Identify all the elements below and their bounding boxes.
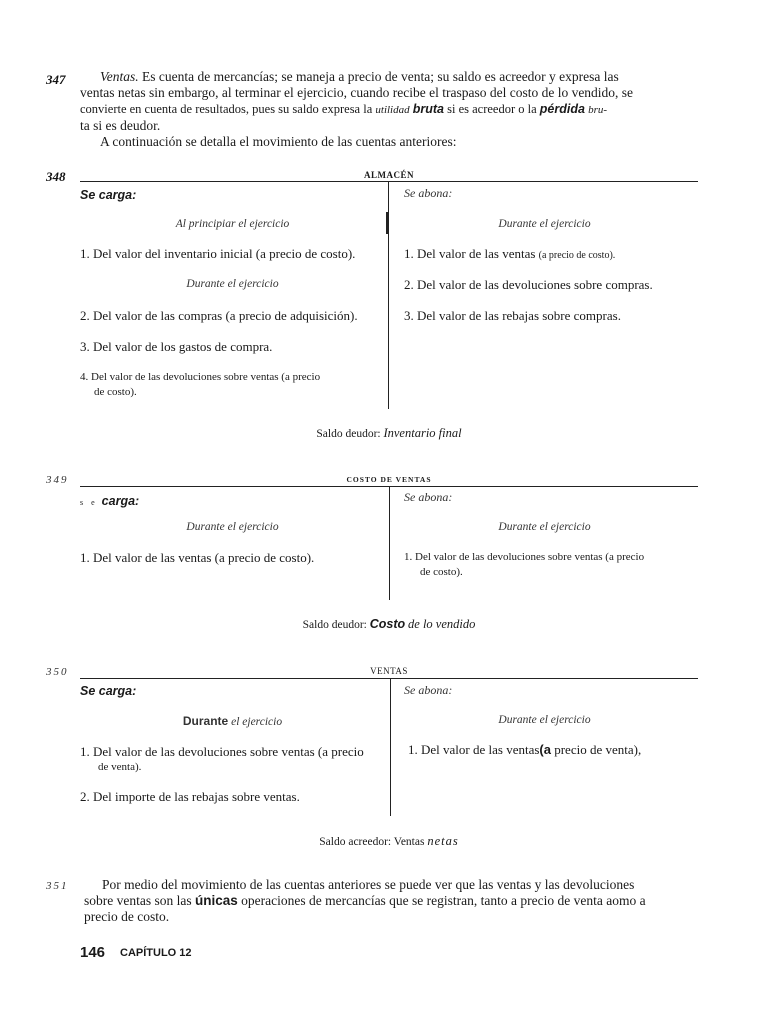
t-account-divider-mark — [386, 212, 388, 234]
credit-item: 1. Del valor de las ventas (a precio de costo). — [404, 246, 616, 261]
account-balance: Saldo deudor: Costo de lo vendido — [302, 617, 476, 631]
account-title-almacen: ALMACÉN — [364, 170, 414, 180]
paragraph-number: 349 — [46, 474, 69, 486]
account-title-costo-de-ventas: COSTO DE VENTAS — [346, 475, 432, 484]
bruta-word: bruta — [412, 102, 444, 116]
t-account-top-rule — [80, 678, 698, 679]
intro-line2: ventas netas sin embargo, al terminar el ejercicio, cuando recibe el traspaso del costo de lo vendido, se — [80, 85, 634, 100]
intro-line4: ta si es deudor. — [80, 118, 161, 133]
debit-subheading: Durante el ejercicio — [186, 521, 279, 533]
debit-subheading: Al principiar el ejercicio — [175, 218, 290, 230]
credit-heading: Se abona: — [404, 186, 453, 200]
intro-line3b: si es acreedor o la — [447, 102, 537, 116]
chapter-label: CAPÍTULO 12 — [120, 947, 192, 959]
page-number: 146 — [80, 944, 106, 961]
intro-paragraph — [80, 69, 692, 150]
debit-heading: Se carga: — [80, 188, 137, 202]
intro-line5: A continuación se detalla el movimiento de las cuentas anteriores: — [100, 134, 457, 149]
credit-subheading: Durante el ejercicio — [498, 714, 591, 726]
credit-subheading: Durante el ejercicio — [498, 521, 591, 533]
paragraph-number: 348 — [46, 169, 66, 184]
credit-item: 3. Del valor de las rebajas sobre compras. — [404, 308, 621, 323]
debit-item: 3. Del valor de los gastos de compra. — [80, 339, 273, 354]
credit-item: 2. Del valor de las devoluciones sobre compras. — [404, 277, 653, 292]
debit-subheading: Durante el ejercicio — [182, 714, 283, 728]
credit-subheading: Durante el ejercicio — [498, 218, 591, 230]
intro-line3a: convierte en cuenta de resultados, pues su saldo expresa la — [80, 102, 373, 116]
debit-item: 1. Del valor de las devoluciones sobre ventas (a precio de venta). — [80, 744, 364, 773]
credit-item: 1. Del valor de las ventas(a precio de venta), — [408, 742, 642, 757]
paragraph-number: 347 — [46, 72, 66, 87]
debit-heading: Se carga: — [80, 684, 137, 698]
t-account-divider — [390, 678, 391, 816]
perdida-word: pérdida — [539, 102, 585, 116]
debit-item: 2. Del valor de las compras (a precio de adquisición). — [80, 308, 358, 323]
debit-item: 4. Del valor de las devoluciones sobre ventas (a precio de costo). — [80, 371, 321, 398]
account-title-ventas: VENTAS — [370, 666, 408, 676]
debit-item: 1. Del valor de las ventas (a precio de costo). — [80, 550, 315, 565]
paragraph-number: 350 — [46, 666, 69, 678]
debit-subheading: Durante el ejercicio — [186, 278, 279, 290]
credit-heading: Se abona: — [404, 490, 453, 504]
utilidad-word: utilidad — [375, 104, 410, 116]
debit-heading: s e carga: — [80, 494, 140, 508]
paragraph-number: 351 — [46, 880, 69, 892]
closing-paragraph: Por medio del movimiento de las cuentas anteriores se puede ver que las ventas y las devoluciones sobre ventas son las únicas operaciones de mercancías que se registran, tanto a precio de venta aomo a precio de costo. — [84, 877, 646, 924]
debit-item: 1. Del valor del inventario inicial (a precio de costo). — [80, 246, 356, 261]
debit-item: 2. Del importe de las rebajas sobre ventas. — [80, 789, 300, 804]
t-account-divider — [388, 181, 389, 409]
credit-item: 1. Del valor de las devoluciones sobre ventas (a precio de costo). — [404, 551, 645, 578]
t-account-top-rule — [80, 181, 698, 182]
t-account-divider — [389, 486, 390, 600]
account-balance: Saldo deudor: Inventario final — [316, 426, 462, 440]
intro-line1: Es cuenta de mercancías; se maneja a precio de venta; su saldo es acreedor y expresa las — [142, 69, 619, 84]
term-ventas: Ventas. — [100, 69, 139, 84]
bru-word: bru- — [588, 104, 608, 116]
credit-heading: Se abona: — [404, 683, 453, 697]
account-balance: Saldo acreedor: Ventas netas — [319, 834, 459, 848]
